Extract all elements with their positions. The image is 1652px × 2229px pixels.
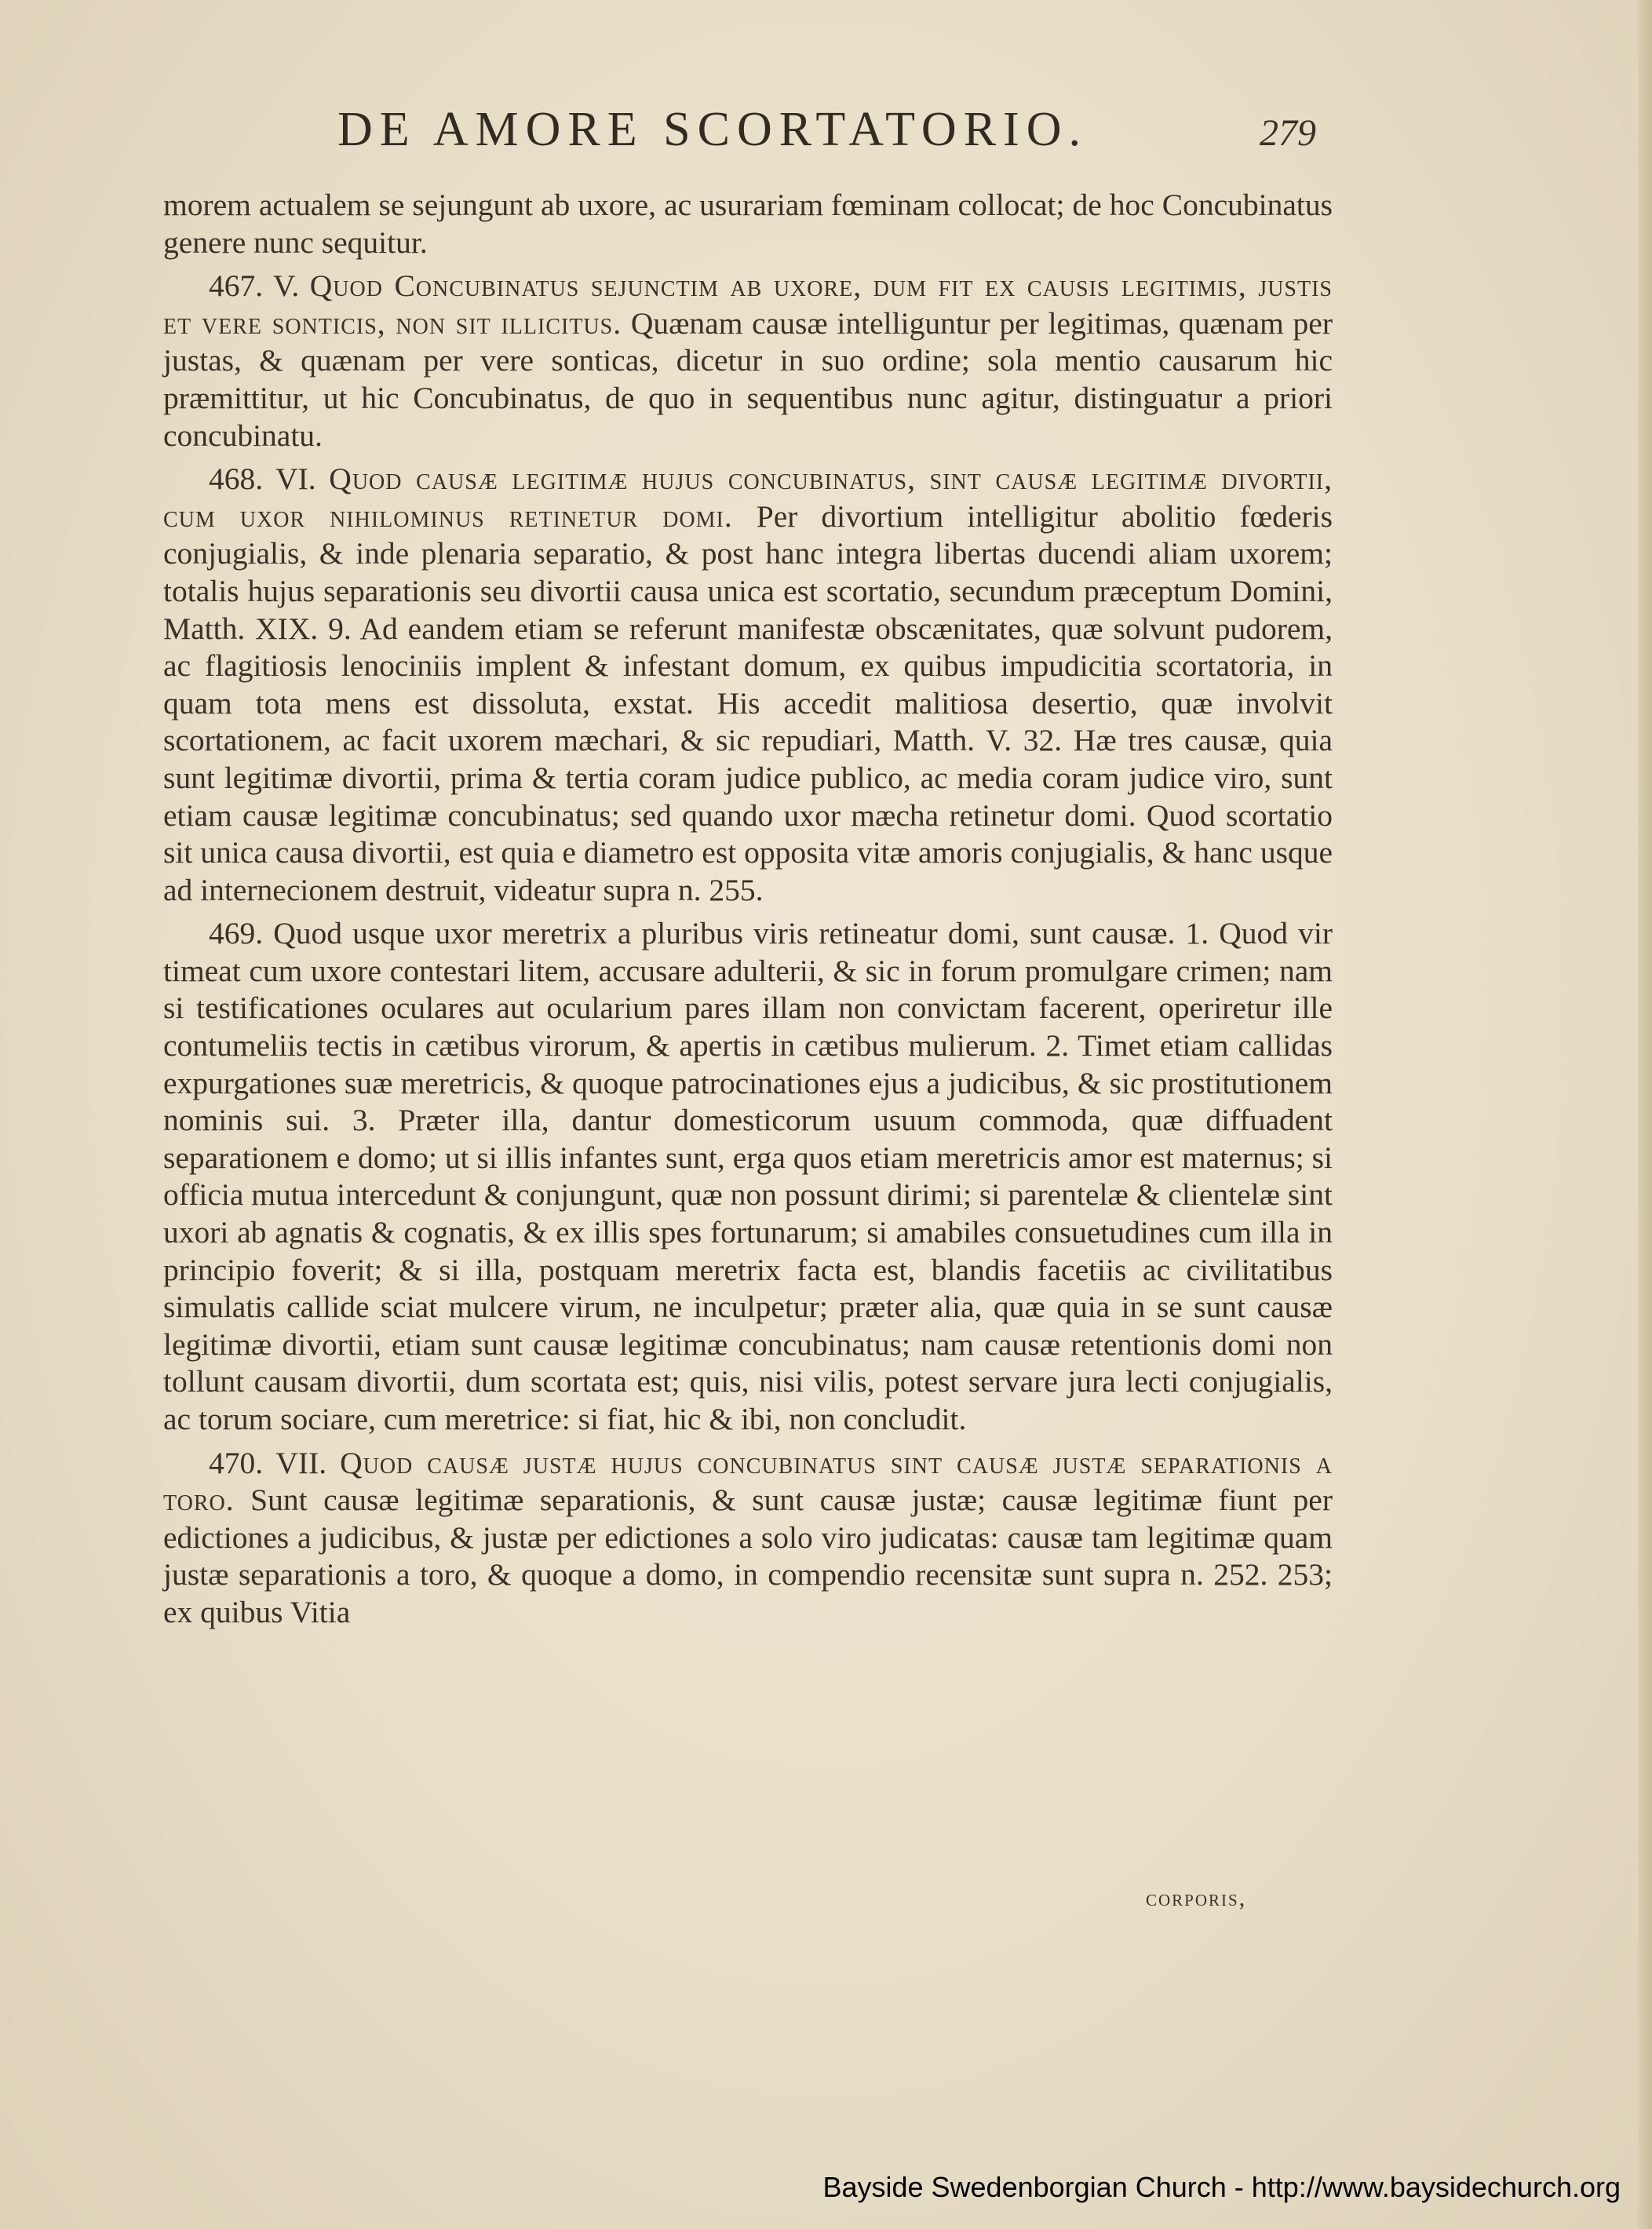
paragraph-heading: Quod causæ legitimæ hujus concubinatus, sint causæ legitimæ divortii, cum uxor nihilominus retinetur domi. — [163, 461, 1333, 534]
page-number: 279 — [1260, 112, 1316, 154]
paragraph-body: Quod usque uxor meretrix a pluribus viris retineatur domi, sunt causæ. 1. Quod vir timeat cum uxore contestari litem, accusare adulterii, & sic in forum promulgare crimen; nam si testificationes oculares aut ocularium pares illam non convictam facerent, operiretur ille contumeliis tectis in cætibus virorum, & apertis in cætibus mulierum. 2. Timet etiam callidas expurgationes suæ meretricis, & quoque patrocinationes ejus a judicibus, & sic prostitutionem nominis sui. 3. Præter illa, dantur domesticorum usuum commoda, quæ diffuadent separationem e domo; ut si illis infantes sunt, erga quos etiam meretricis amor est maternus; si officia mutua intercedunt & conjungunt, quæ non possunt dirimi; si parentelæ & clientelæ sint uxori ab agnatis & cognatis, & ex illis spes fortunarum; si amabiles consuetudines cum illa in principio foverit; & si illa, postquam meretrix facta est, blandis facetiis ac civilitatibus simulatis callide sciat mulcere virum, ne inculpetur; præter alia, quæ quia in se sunt causæ legitimæ divortii, etiam sunt causæ legitimæ concubinatus; nam causæ retentionis domi non tollunt causam divortii, dum scortata est; quis, nisi vilis, potest servare jura lecti conjugialis, ac torum sociare, cum meretrice: si fiat, hic & ibi, non concludit. — [163, 916, 1333, 1436]
paragraph-body: Quænam causæ intelliguntur per legitimas, quænam per justas, & quænam per vere sonticas, dicetur in suo ordine; sola mentio causarum hic præmittitur, ut hic Concubinatus, de quo in sequentibus nunc agitur, distinguatur a priori concubinatu. — [163, 305, 1333, 453]
running-head — [0, 102, 1652, 173]
text-block — [163, 187, 1333, 1632]
paragraph-heading: Quod causæ justæ hujus concubinatus sint causæ justæ separationis a toro. — [163, 1445, 1333, 1518]
paragraph-470 — [163, 1445, 1333, 1632]
paragraph-body: morem actualem se sejungunt ab uxore, ac usurariam fœminam collocat; de hoc Concubinatus genere nunc sequitur. — [163, 188, 1333, 260]
paragraph-number: 470. VII. — [209, 1445, 341, 1480]
paragraph-number: 469. — [209, 916, 274, 951]
watermark-text: Bayside Swedenborgian Church - http://www.baysidechurch.org — [822, 2171, 1621, 2203]
running-title: DE AMORE SCORTATORIO. — [337, 103, 1088, 156]
paragraph-body: Per divortium intelligitur abolitio fœderis conjugialis, & inde plenaria separatio, & post hanc integra libertas ducendi aliam uxorem; totalis hujus separationis seu divortii causa unica est scortatio, secundum præceptum Domini, Matth. XIX. 9. Ad eandem etiam se referunt manifestæ obscænitates, quæ solvunt pudorem, ac flagitiosis lenociniis implent & infestant domum, ex quibus impudicitia scortatoria, in quam tota mens est dissoluta, exstat. His accedit malitiosa desertio, quæ involvit scortationem, ac facit uxorem mæchari, & sic repudiari, Matth. V. 32. Hæ tres causæ, quia sunt legitimæ divortii, prima & tertia coram judice publico, ac media coram judice viro, sunt etiam causæ legitimæ concubinatus; sed quando uxor mæcha retinetur domi. Quod scortatio sit unica causa divortii, est quia e diametro est opposita vitæ amoris conjugialis, & hanc usque ad internecionem destruit, videatur supra n. 255. — [163, 498, 1333, 907]
paragraph-467 — [163, 268, 1333, 454]
page-edge — [1638, 0, 1652, 2229]
paragraph-heading: Quod Concubinatus sejunctim ab uxore, dum fit ex causis legitimis, justis et vere sonticis, non sit illicitus. — [163, 268, 1333, 341]
paragraph-469 — [163, 915, 1333, 1438]
paragraph-468 — [163, 461, 1333, 909]
paragraph-number: 467. V. — [209, 268, 310, 304]
paragraph-number: 468. VI. — [209, 461, 330, 497]
paragraph-continuation — [163, 187, 1333, 261]
catchword: corporis, — [1146, 1885, 1247, 1911]
paragraph-body: Sunt causæ legitimæ separationis, & sunt causæ justæ; causæ legitimæ fiunt per edictiones a judicibus, & justæ per edictiones a solo viro judicatas: causæ tam legitimæ quam justæ separationis a toro, & quoque a domo, in compendio recensitæ sunt supra n. 252. 253; ex quibus Vitia — [163, 1483, 1333, 1629]
